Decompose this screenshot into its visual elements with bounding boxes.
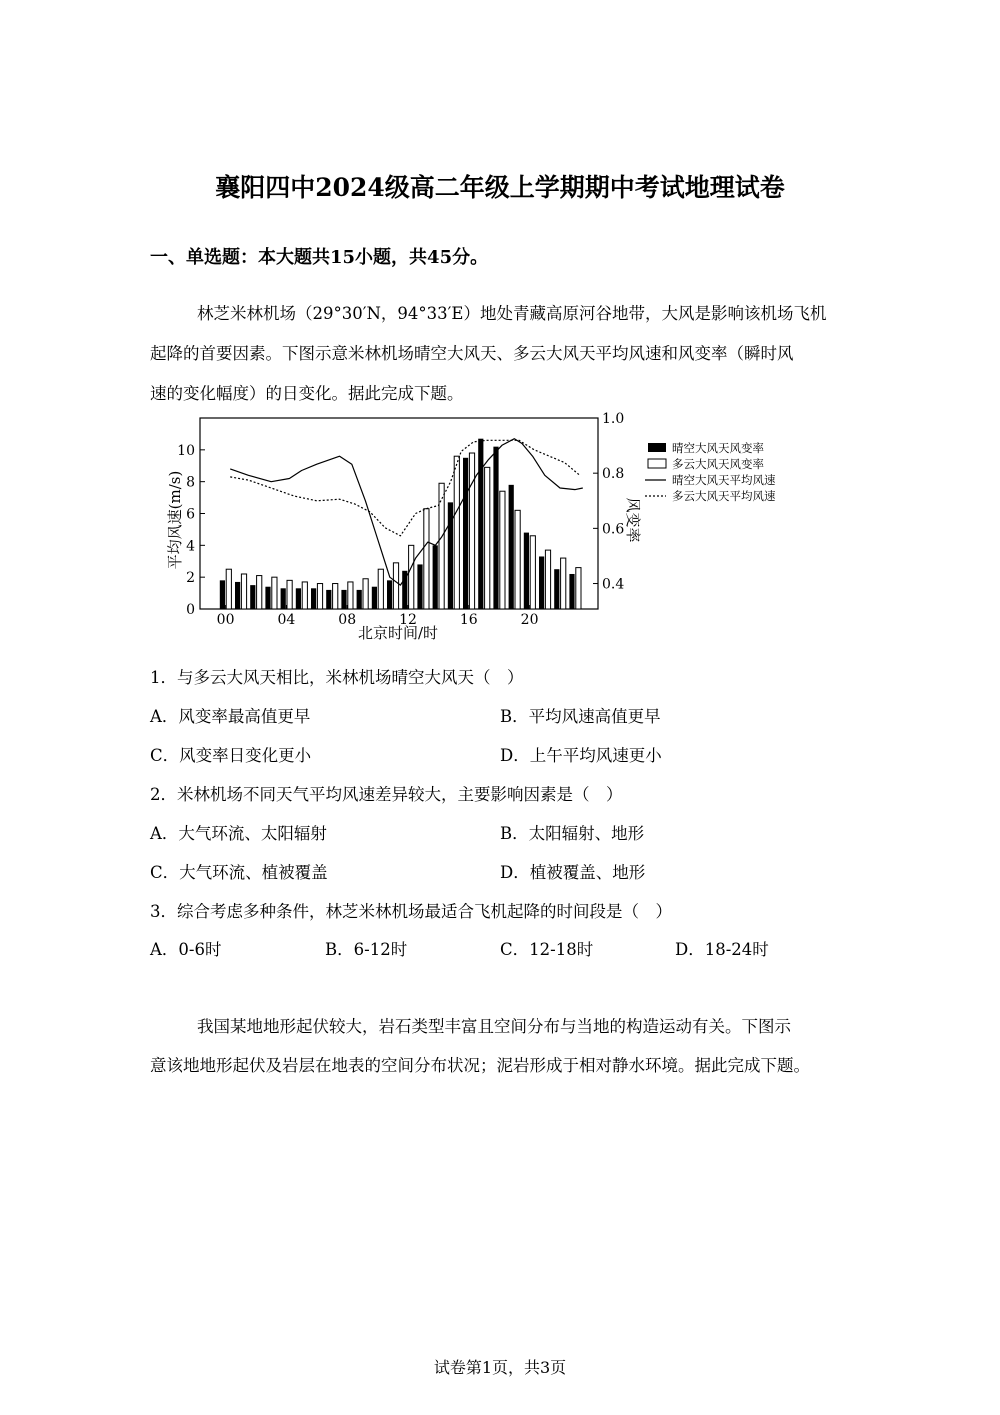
legend-swatch-cloudy-bar [648, 459, 666, 468]
q2-option-c[interactable]: C．大气环流、植被覆盖 [150, 863, 328, 882]
bar-clear [250, 585, 255, 609]
q3-option-a[interactable]: A．0-6时 [150, 940, 222, 959]
q2-option-d[interactable]: D．植被覆盖、地形 [500, 863, 646, 882]
bar-cloudy [317, 584, 322, 609]
page-footer: 试卷第1页，共3页 [433, 1358, 567, 1377]
y-right-tick-label: 1.0 [602, 411, 625, 427]
bar-cloudy [424, 509, 429, 609]
x-axis-label: 北京时间/时 [357, 624, 439, 642]
x-tick-label: 04 [277, 612, 296, 628]
bar-clear [417, 564, 422, 609]
bar-clear [463, 458, 468, 609]
legend-clear-bar: 晴空大风天风变率 [672, 441, 764, 455]
intro2-line1: 我国某地地形起伏较大，岩石类型丰富且空间分布与当地的构造运动有关。下图示 [197, 1017, 791, 1036]
intro1-line1: 林芝米林机场（29°30′N，94°33′E）地处青藏高原河谷地带，大风是影响该机场飞机 [197, 304, 827, 323]
bar-clear [569, 574, 574, 609]
y-right-axis-label: 风变率 [624, 497, 642, 543]
bar-cloudy [272, 577, 277, 609]
bar-clear [539, 556, 544, 609]
y-left-axis-label: 平均风速(m/s) [166, 470, 184, 570]
bar-cloudy [576, 568, 581, 609]
bar-clear [326, 590, 331, 609]
x-tick-label: 00 [216, 612, 235, 628]
bar-cloudy [561, 558, 566, 609]
legend-cloudy-bar: 多云大风天风变率 [672, 457, 764, 471]
bar-clear [493, 447, 498, 609]
bar-clear [220, 580, 225, 609]
section-heading: 一、单选题：本大题共15小题，共45分。 [150, 247, 489, 268]
question-2-stem: 2．米林机场不同天气平均风速差异较大，主要影响因素是（ ） [150, 785, 623, 804]
bar-cloudy [257, 576, 262, 609]
q1-option-b[interactable]: B．平均风速高值更早 [500, 707, 661, 726]
bar-cloudy [348, 582, 353, 609]
bar-cloudy [302, 582, 307, 609]
legend-cloudy-line: 多云大风天平均风速 [672, 489, 776, 503]
y-left-tick-label: 8 [186, 474, 195, 491]
question-1-stem: 1．与多云大风天相比，米林机场晴空大风天（ ） [150, 668, 524, 687]
bar-clear [357, 590, 362, 609]
bar-cloudy [226, 569, 231, 609]
bar-clear [387, 580, 392, 609]
y-left-tick-label: 2 [186, 570, 195, 587]
bar-cloudy [530, 536, 535, 609]
page-title: 襄阳四中2024级高二年级上学期期中考试地理试卷 [215, 173, 785, 202]
q3-option-b[interactable]: B．6-12时 [325, 940, 408, 959]
bar-clear [281, 588, 286, 609]
bar-cloudy [454, 456, 459, 609]
y-left-tick-label: 0 [186, 602, 195, 618]
bar-clear [524, 533, 529, 609]
q3-option-d[interactable]: D．18-24时 [675, 940, 769, 959]
legend-clear-line: 晴空大风天平均风速 [672, 473, 776, 487]
bar-cloudy [378, 569, 383, 609]
bar-clear [478, 439, 483, 609]
bar-cloudy [363, 579, 368, 609]
legend-swatch-clear-bar [648, 443, 666, 452]
y-left-tick-label: 6 [186, 506, 195, 523]
y-left-tick-label: 10 [177, 442, 195, 459]
q1-option-c[interactable]: C．风变率日变化更小 [150, 746, 312, 765]
x-tick-label: 16 [459, 612, 478, 628]
bar-cloudy [393, 563, 398, 609]
bar-clear [235, 582, 240, 609]
y-right-tick-label: 0.8 [602, 466, 625, 483]
bar-clear [341, 590, 346, 609]
bar-cloudy [469, 453, 474, 609]
bar-clear [265, 587, 270, 609]
intro1-line3: 速的变化幅度）的日变化。据此完成下题。 [150, 384, 464, 403]
intro1-line2: 起降的首要因素。下图示意米林机场晴空大风天、多云大风天平均风速和风变率（瞬时风 [150, 344, 794, 363]
bar-cloudy [409, 545, 414, 609]
bar-clear [372, 587, 377, 609]
intro2-line2: 意该地地形起伏及岩层在地表的空间分布状况；泥岩形成于相对静水环境。据此完成下题。 [150, 1056, 810, 1075]
q2-option-a[interactable]: A．大气环流、太阳辐射 [150, 824, 327, 843]
x-tick-label: 12 [399, 612, 417, 628]
bar-clear [554, 569, 559, 609]
bar-cloudy [515, 510, 520, 609]
bar-clear [296, 588, 301, 609]
wind-chart [150, 410, 810, 650]
bar-clear [311, 588, 316, 609]
x-tick-label: 20 [520, 612, 539, 628]
q1-option-a[interactable]: A．风变率最高值更早 [150, 707, 311, 726]
bar-cloudy [333, 584, 338, 609]
question-3-stem: 3．综合考虑多种条件，林芝米林机场最适合飞机起降的时间段是（ ） [150, 902, 672, 921]
bar-cloudy [241, 574, 246, 609]
q3-option-c[interactable]: C．12-18时 [500, 940, 594, 959]
chart-legend [645, 441, 776, 503]
q2-option-b[interactable]: B．太阳辐射、地形 [500, 824, 645, 843]
q1-option-d[interactable]: D．上午平均风速更小 [500, 746, 662, 765]
bar-clear [433, 545, 438, 609]
series-cloudy-line [230, 440, 580, 536]
bar-cloudy [500, 491, 505, 609]
y-right-tick-label: 0.4 [602, 576, 625, 593]
bar-cloudy [287, 580, 292, 609]
bar-cloudy [485, 467, 490, 609]
x-tick-label: 08 [338, 612, 357, 628]
y-left-tick-label: 4 [186, 538, 195, 555]
bar-cloudy [545, 550, 550, 609]
bar-clear [509, 485, 514, 609]
y-right-tick-label: 0.6 [602, 521, 625, 538]
